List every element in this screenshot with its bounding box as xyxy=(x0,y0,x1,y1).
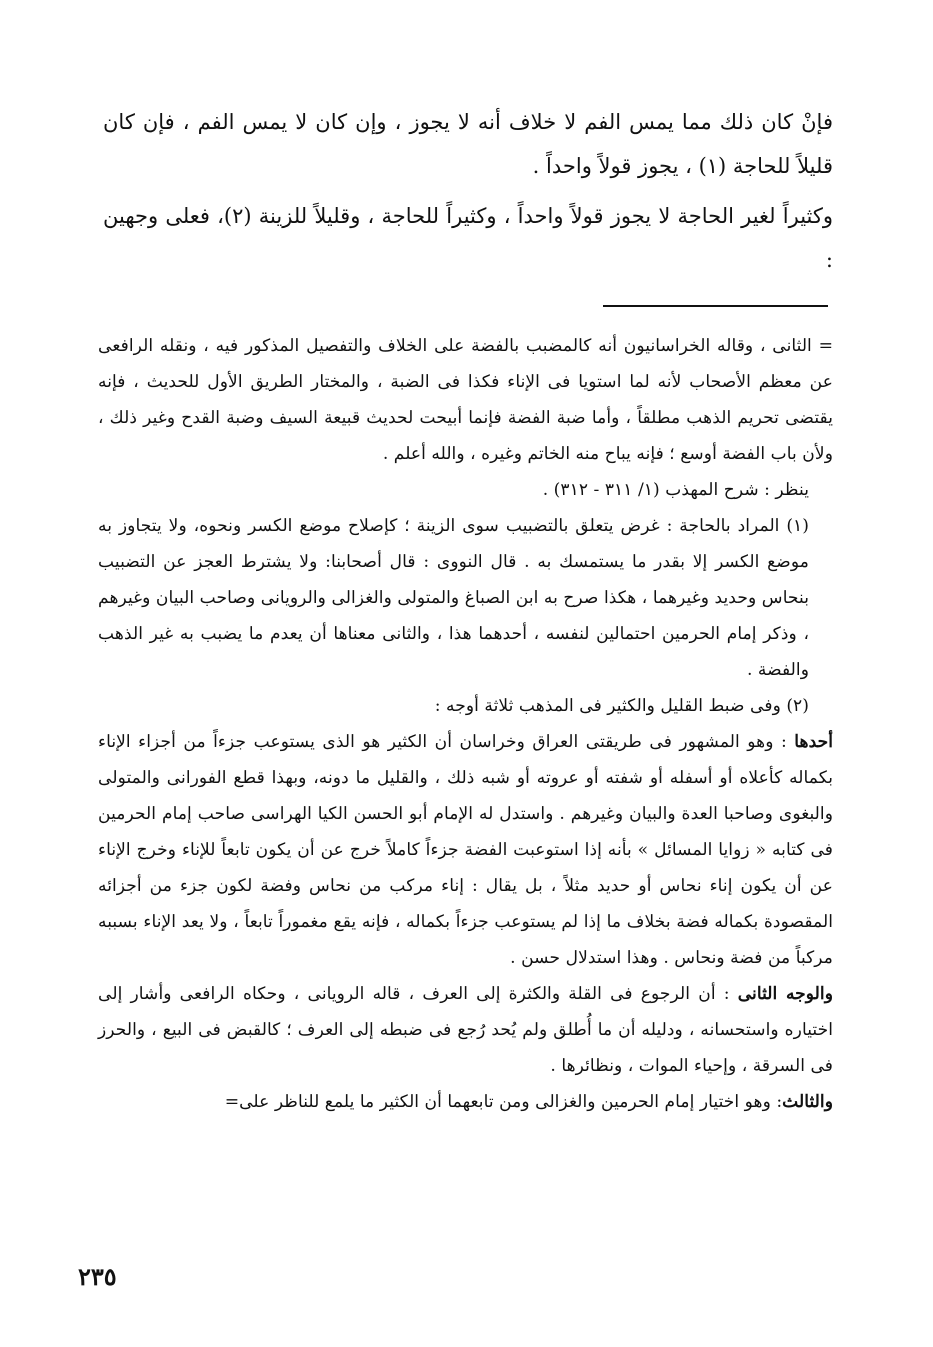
view-3-label: والثالث xyxy=(782,1092,833,1112)
footnote-2-intro: (٢) وفى ضبط القليل والكثير فى المذهب ثلاثة أوجه : xyxy=(434,696,809,716)
main-paragraph-2: وكثيراً لغير الحاجة لا يجوز قولاً واحداً ، وكثيراً للحاجة ، وقليلاً للزينة (٢)، فعلى وجهين : xyxy=(103,204,834,272)
footnote-reference: ينظر : شرح المهذب (١/ ٣١١ - ٣١٢) . xyxy=(542,480,809,500)
main-paragraph-1: فإنْ كان ذلك مما يمس الفم لا خلاف أنه لا يجوز ، وإن كان لا يمس الفم ، فإن كان قليلاً للحاجة (١) ، يجوز قولاً واحداً . xyxy=(103,110,833,178)
page-number: ٢٣٥ xyxy=(78,1262,117,1291)
footnotes xyxy=(98,328,833,1120)
view-1-label: أحدها xyxy=(794,732,833,752)
footnote-separator xyxy=(603,305,828,307)
footnote-2-view-2 xyxy=(98,976,833,1084)
footnote-1: (١) المراد بالحاجة : غرض يتعلق بالتضبيب سوى الزينة ؛ كإصلاح موضع الكسر ونحوه، ولا يتجاوز به موضع الكسر إلا بقدر ما يستمسك به . قال النووى : قال أصحابنا: ولا يشترط العجز عن التضبيب بنحاس وحديد وغيرهما ، هكذا صرح به ابن الصباغ والمتولى والغزالى والرويانى وصاحب البيان وغيرهم ، وذكر إمام الحرمين احتمالين لنفسه ، أحدهما هذا ، والثانى معناها أن يعدم ما يضبب به غير الذهب والفضة . xyxy=(98,516,809,680)
view-2-label: والوجه الثانى xyxy=(737,984,833,1004)
main-text xyxy=(103,100,833,282)
view-1-text: : وهو المشهور فى طريقتى العراق وخراسان أن الكثير هو الذى يستوعب جزءاً من أجزاء الإناء بكماله كأعلاه أو أسفله أو شفته أو عروته أو شبه ذلك ، والقليل ما دونه، وبهذا قطع الفورانى والمتولى والبغوى وصاحبا العدة والبيان وغيرهم . واستدل له الإمام أبو الحسن الكيا الهراسى صاحب إمام الحرمين فى كتابه « زوايا المسائل » بأنه إذا استوعبت الفضة جزءاً كاملاً خرج عن أن يكون تابعاً للإناء وخرج الإناء عن أن يكون إناء نحاس أو حديد مثلاً ، بل يقال : إناء مركب من نحاس وفضة لكون جزء من أجزائه المقصودة بكماله فضة بخلاف ما إذا لم يستوعب جزءاً بكماله ، فإنه يقع مغموراً تابعاً ، ولا يعد الإناء بسببه مركباً من فضة ونحاس . وهذا استدلال حسن . xyxy=(98,732,833,968)
footnote-2-view-1 xyxy=(98,724,833,976)
footnote-2-view-3 xyxy=(98,1084,833,1120)
view-3-text: : وهو اختيار إمام الحرمين والغزالى ومن تابعهما أن الكثير ما يلمع للناظر على= xyxy=(224,1092,783,1112)
view-2-text: : أن الرجوع فى القلة والكثرة إلى العرف ، قاله الرويانى ، وحكاه الرافعى وأشار إلى اختياره واستحسانه ، ودليله أن ما أُطلق ولم يُحد رُجع فى ضبطه إلى العرف ؛ كالقبض فى البيع ، والحرز فى السرقة ، وإحياء الموات ، ونظائرها . xyxy=(98,984,833,1076)
footnote-continuation: = الثانى ، وقاله الخراسانيون أنه كالمضبب بالفضة على الخلاف والتفصيل المذكور فيه ، ونقله الرافعى عن معظم الأصحاب لأنه لما استويا فى الإناء فكذا فى الضبة ، والمختار الطريق الأول للحديث ، فإنه يقتضى تحريم الذهب مطلقاً ، وأما ضبة الفضة فإنما أبيحت لحديث قبيعة السيف وضبة القدح وغير ذلك ، ولأن باب الفضة أوسع ؛ فإنه يباح منه الخاتم وغيره ، والله أعلم . xyxy=(98,336,833,464)
